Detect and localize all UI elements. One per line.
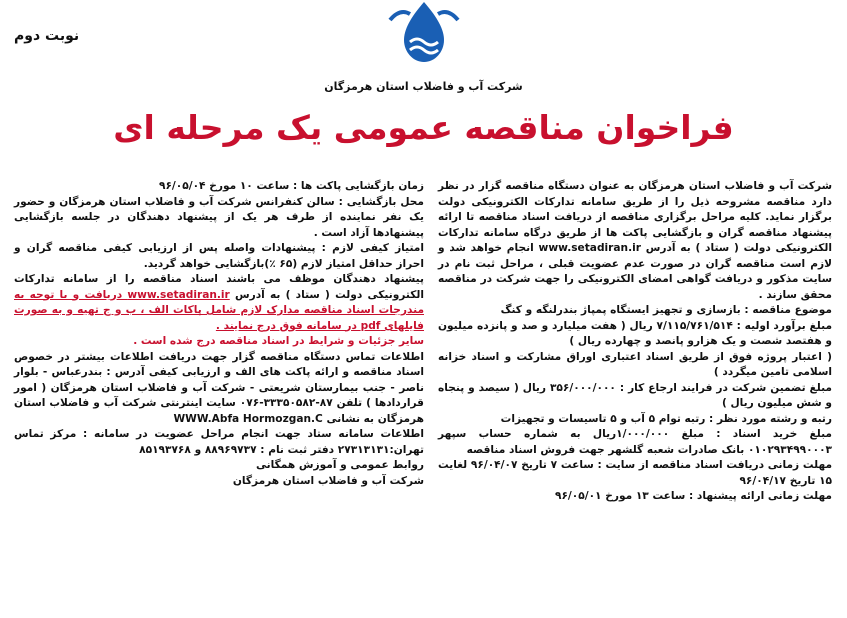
opening-time: زمان بازگشایی پاکت ها : ساعت ۱۰ مورخ ۹۶/۰۵/۰۴ <box>158 180 424 192</box>
submission-instructions-highlight: www.setadiran.ir دریافت و با توجه به مندرجات اسناد مناقصه مدارک لازم شامل پاکات الف ، ب و ج تهیه و به صورت فایلهای pdf در سامانه فوق درج نمایند . <box>14 288 424 332</box>
submission-instructions <box>14 272 424 334</box>
notice-title: فراخوان مناقصه عمومی یک مرحله ای <box>113 108 734 147</box>
setad-contact: اطلاعات سامانه ستاد جهت انجام مراحل عضویت در سامانه : مرکز تماس تهران:۲۷۳۱۳۱۳۱ دفتر ثبت نام : ۸۸۹۶۹۷۳۷ و ۸۵۱۹۳۷۶۸ <box>14 428 424 456</box>
left-column <box>14 179 424 489</box>
submission-instructions-start: پیشنهاد دهندگان موظف می باشند اسناد مناقصه را از سامانه تدارکات الکترونیکی دولت ( ستاد ) به آدرس <box>14 273 424 301</box>
intro-paragraph: شرکت آب و فاضلاب استان هرمزگان به عنوان دستگاه مناقصه گزار در نظر دارد مناقصه مشروحه ذیل را از طریق سامانه تدارکات الکترونیکی دولت برگزار نماید. کلیه مراحل برگزاری مناقصه از دریافت اسناد مناقصه تا ارائه پیشنهاد مناقصه گران و بازگشایی پاکت ها از طریق درگاه سامانه تدارکات الکترونیکی دولت ( ستاد ) به آدرس www.setadiran.ir انجام خواهد شد و لازم است مناقصه گران در صورت عدم عضویت قبلی ، مراحل ثبت نام در سایت مذکور و دریافت گواهی امضای الکترونیکی را جهت شرکت در مناقصه محقق سازند . <box>438 180 833 301</box>
document-price: مبلغ خرید اسناد : مبلغ ۱/۰۰۰/۰۰۰ریال به شماره حساب سپهر ۰۱۰۲۹۳۴۹۹۰۰۰۳ بانک صادرات شعبه گلشهر جهت فروش اسناد مناقصه <box>438 428 832 456</box>
document-deadline: مهلت زمانی دریافت اسناد مناقصه از سایت : ساعت ۷ تاریخ ۹۶/۰۴/۰۷ لغایت ۱۵ تاریخ ۹۶/۰۴/۱۷ <box>438 459 832 487</box>
right-column <box>438 179 832 505</box>
tender-subject: موضوع مناقصه : بازسازی و تجهیز ایستگاه پمپاژ بندرلنگه و کنگ <box>500 304 832 316</box>
signature-company: شرکت آب و فاضلاب استان هرمزگان <box>232 474 424 487</box>
contact-info: اطلاعات تماس دستگاه مناقصه گزار جهت دریافت اطلاعات بیشتر در خصوص اسناد مناقصه و ارائه پاکت های الف و ارزیابی کیفی آدرس : بندرعباس - بلوار ناصر - جنب بیمارستان شریعتی - شرکت آب و فاضلاب استان هرمزگان ( امور قراردادها ) تلفن ۸۷-۳۳۳۵۰۵۸۲-۰۷۶ سایت اینترنتی شرکت آب و فاضلاب استان هرمزگان به نشانی WWW.Abfa Hormozgan.C <box>14 350 424 425</box>
proposal-deadline: مهلت زمانی ارائه پیشنهاد : ساعت ۱۳ مورخ ۹۶/۰۵/۰۱ <box>554 490 832 502</box>
opening-place: محل بازگشایی : سالن کنفرانس شرکت آب و فاضلاب استان هرمزگان و حضور یک نفر نماینده از طرف هر یک از پیشنهاد دهندگان در جلسه بازگشایی پیشنهادها آزاد است . <box>14 195 424 239</box>
other-details: سایر جزئیات و شرایط در اسناد مناقصه درج شده است . <box>133 335 424 347</box>
insertion-badge: نوبت دوم <box>14 28 80 44</box>
organization-name: شرکت آب و فاضلاب استان هرمزگان <box>324 80 523 93</box>
estimated-amount: مبلغ برآورد اولیه : ۷/۱۱۵/۷۶۱/۵۱۴ ریال ( هفت میلیارد و صد و پانزده میلیون و هفتصد شصت و یک هزارو پانصد و چهارده ریال ) <box>438 319 832 347</box>
water-company-logo-icon <box>380 0 468 66</box>
funding-note: ( اعتبار پروژه فوق از طریق اسناد اعتباری اوراق مشارکت و اسناد خزانه اسلامی تامین میگردد ) <box>438 350 832 378</box>
signature-department: روابط عمومی و آموزش همگانی <box>255 459 424 471</box>
required-grade: رتبه و رشته مورد نظر : رتبه توام ۵ آب و ۵ تاسیسات و تجهیزات <box>500 412 832 425</box>
quality-score: امتیاز کیفی لازم : پیشنهادات واصله پس از ارزیابی کیفی مناقصه گران و احراز حداقل امتیاز لازم (۶۵ ٪)بازگشایی خواهد گردید. <box>14 242 424 270</box>
guarantee-amount: مبلغ تضمین شرکت در فرایند ارجاع کار : ۳۵۶/۰۰۰/۰۰۰ ریال ( سیصد و پنجاه و شش میلیون ریال ) <box>438 381 832 409</box>
